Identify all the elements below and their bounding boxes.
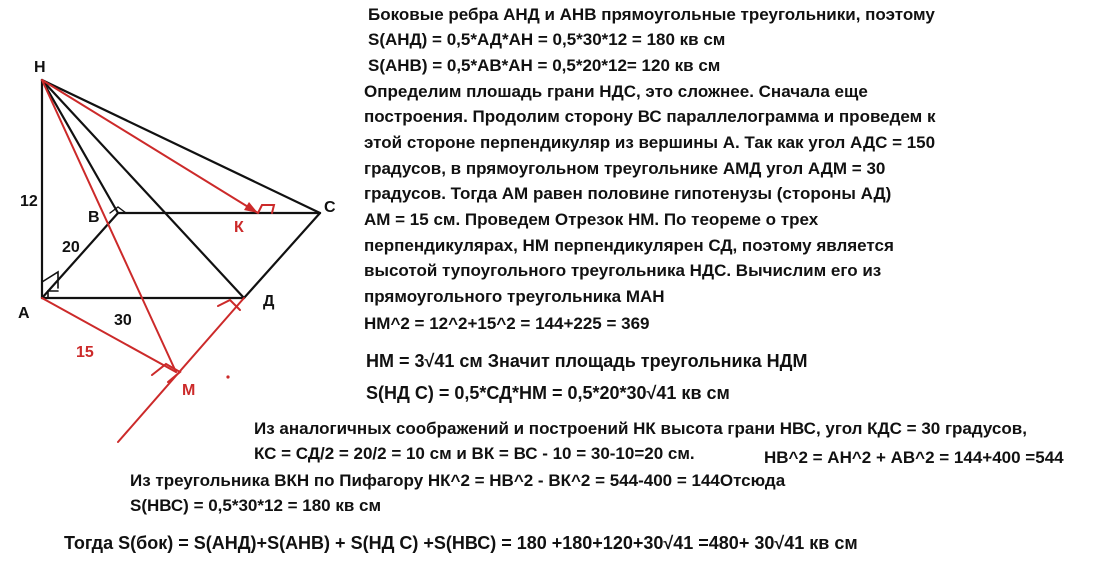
solution-line-20: S(НВС) = 0,5*30*12 = 180 кв см (130, 496, 382, 515)
solution-line-11: высотой тупоугольного треугольника НДС. Вычислим его из (364, 261, 882, 280)
edge-length-AD: 30 (114, 312, 132, 329)
solution-line-5: построения. Продолим сторону ВС параллелограмма и проведем к (364, 107, 936, 126)
solution-line-17: КС = СД/2 = 20/2 = 10 см и ВК = ВС - 10 = 30-10=20 см. (254, 444, 695, 463)
extension-CD (118, 298, 244, 442)
right-angle-mark-A-vertical (42, 272, 58, 288)
right-angle-mark-K (258, 205, 274, 213)
segment-HM (42, 80, 176, 372)
solution-line-10: перпендикулярах, НМ перпендикулярен СД, поэтому является (364, 236, 894, 255)
solution-line-19: Из треугольника ВКН по Пифагору НК^2 = НВ^2 - ВК^2 = 544-400 = 144Отсюда (130, 471, 786, 490)
arrowhead-HK (244, 202, 258, 213)
vertex-label-B: В (88, 209, 100, 226)
stray-mark (226, 375, 229, 378)
vertex-label-M: М (182, 382, 196, 399)
edge-AB (42, 213, 118, 298)
solution-line-6: этой стороне перпендикуляр из вершины А. Так как угол АДС = 150 (364, 133, 936, 152)
edge-HB (42, 80, 118, 213)
edge-length-AB: 20 (62, 239, 80, 256)
pyramid-edges (42, 80, 320, 298)
solution-line-1: Боковые ребра АНД и АНВ прямоугольные треугольники, поэтому (368, 5, 935, 24)
vertex-label-K: К (234, 219, 244, 236)
solution-line-8: градусов. Тогда АМ равен половине гипотенузы (стороны АД) (364, 184, 892, 203)
solution-line-4: Определим плошадь грани НДС, это сложнее. Сначала еще (364, 82, 868, 101)
solution-line-7: градусов, в прямоугольном треугольнике АМД угол АДМ = 30 (364, 159, 886, 178)
segment-HK (42, 80, 258, 213)
solution-line-18: НВ^2 = АН^2 + АВ^2 = 144+400 =544 (764, 448, 1064, 467)
solution-line-2: S(АНД) = 0,5*АД*АН = 0,5*30*12 = 180 кв см (368, 30, 726, 49)
solution-line-3: S(АНВ) = 0,5*АВ*АН = 0,5*20*12= 120 кв см (368, 56, 721, 75)
edge-length-AH: 12 (20, 193, 38, 210)
edge-length-AM: 15 (76, 344, 94, 361)
solution-line-21: Тогда S(бок) = S(АНД)+S(АНВ) + S(НД С) +S(НВС) = 180 +180+120+30√41 =480+ 30√41 кв см (64, 533, 858, 553)
edge-DC (244, 213, 320, 298)
vertex-label-A: А (18, 305, 30, 322)
segment-AM (42, 298, 176, 372)
solution-line-15: S(НД С) = 0,5*СД*НМ = 0,5*20*30√41 кв см (366, 383, 730, 403)
solution-line-14: НМ = 3√41 см Значит площадь треугольника НДМ (366, 351, 808, 371)
vertex-label-C: С (324, 199, 336, 216)
solution-line-12: прямоугольного треугольника МАН (364, 287, 665, 306)
solution-line-13: НМ^2 = 12^2+15^2 = 144+225 = 369 (364, 314, 650, 333)
pyramid-diagram (0, 0, 360, 450)
solution-line-16: Из аналогичных соображений и построений НК высота грани НВС, угол КДС = 30 градусов, (254, 419, 1027, 438)
vertex-label-D: Д (263, 293, 275, 310)
edge-HC (42, 80, 320, 213)
solution-line-9: АМ = 15 см. Проведем Отрезок НМ. По теореме о трех (364, 210, 819, 229)
vertex-label-H: Н (34, 59, 46, 76)
